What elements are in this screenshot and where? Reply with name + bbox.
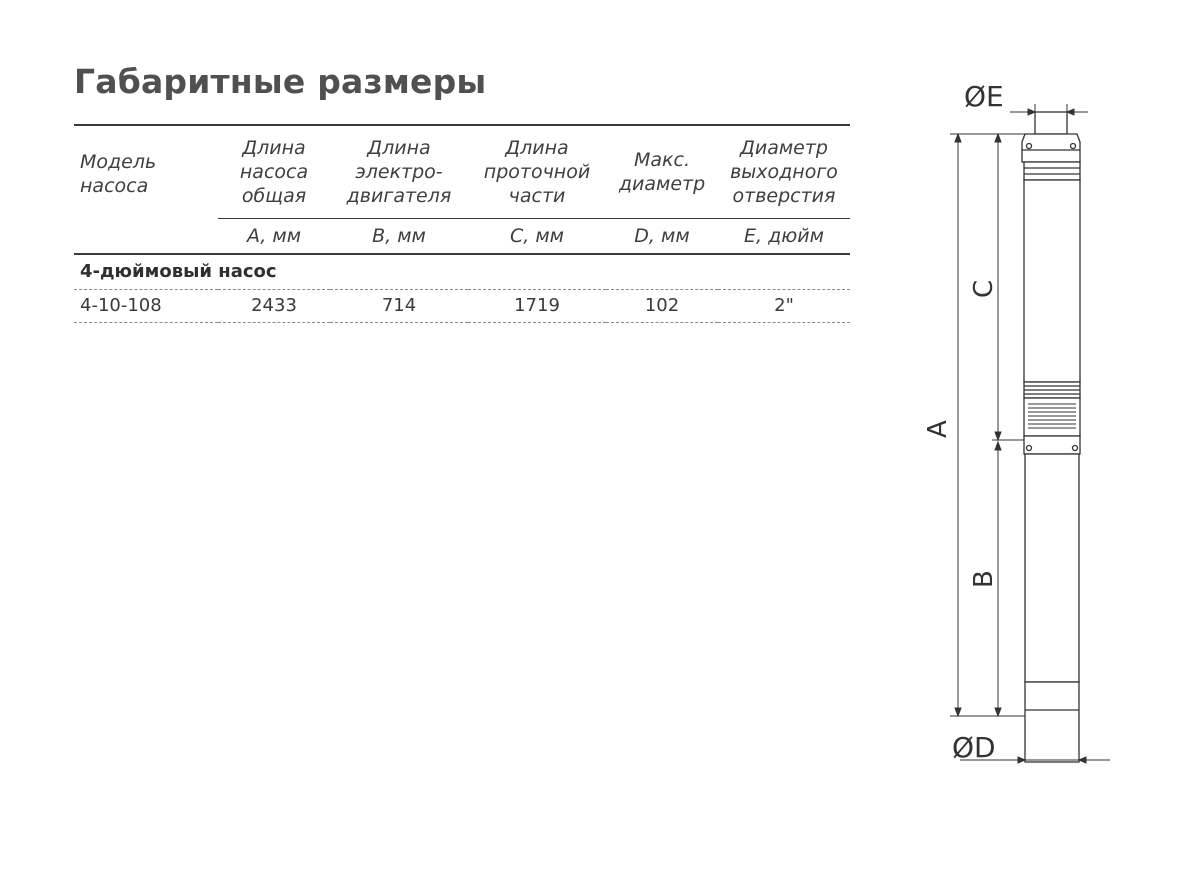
header-hydraulic-length: Длина проточной части [468,125,606,218]
section-label: 4-дюймовый насос [74,254,850,290]
hydraulic-section [1024,180,1080,382]
cell-a: 2433 [218,289,330,322]
label-d: ØD [952,731,996,764]
label-b: B [969,570,999,588]
page-title: Габаритные размеры [74,62,487,101]
cell-d: 102 [606,289,718,322]
cell-model: 4-10-108 [74,289,218,322]
header-model: Модель насоса [74,125,218,218]
header-outlet-diameter: Диаметр выходного отверстия [718,125,850,218]
label-c: C [969,279,999,298]
header-max-diameter: Макс. диаметр [606,125,718,218]
section-row [74,254,850,290]
motor [1024,436,1080,762]
label-a: A [923,420,953,438]
unit-a: A, мм [218,218,330,254]
outlet-fitting [1035,112,1067,134]
intake-slots [1028,404,1076,428]
cell-b: 714 [330,289,468,322]
table-row [74,289,850,322]
unit-d: D, мм [606,218,718,254]
cell-c: 1719 [468,289,606,322]
label-e: ØE [964,80,1004,113]
cell-e: 2" [718,289,850,322]
header-motor-length: Длина электро- двигателя [330,125,468,218]
units-row [74,218,850,254]
pump-body [1022,112,1080,436]
header-row [74,125,850,218]
units-model-empty [74,218,218,254]
motor-body [1025,454,1079,682]
unit-e: E, дюйм [718,218,850,254]
unit-b: B, мм [330,218,468,254]
dimensions-table-container [74,124,850,323]
dimensions-table [74,124,850,323]
pump-dimension-drawing [900,70,1120,790]
unit-c: C, мм [468,218,606,254]
header-total-length: Длина насоса общая [218,125,330,218]
